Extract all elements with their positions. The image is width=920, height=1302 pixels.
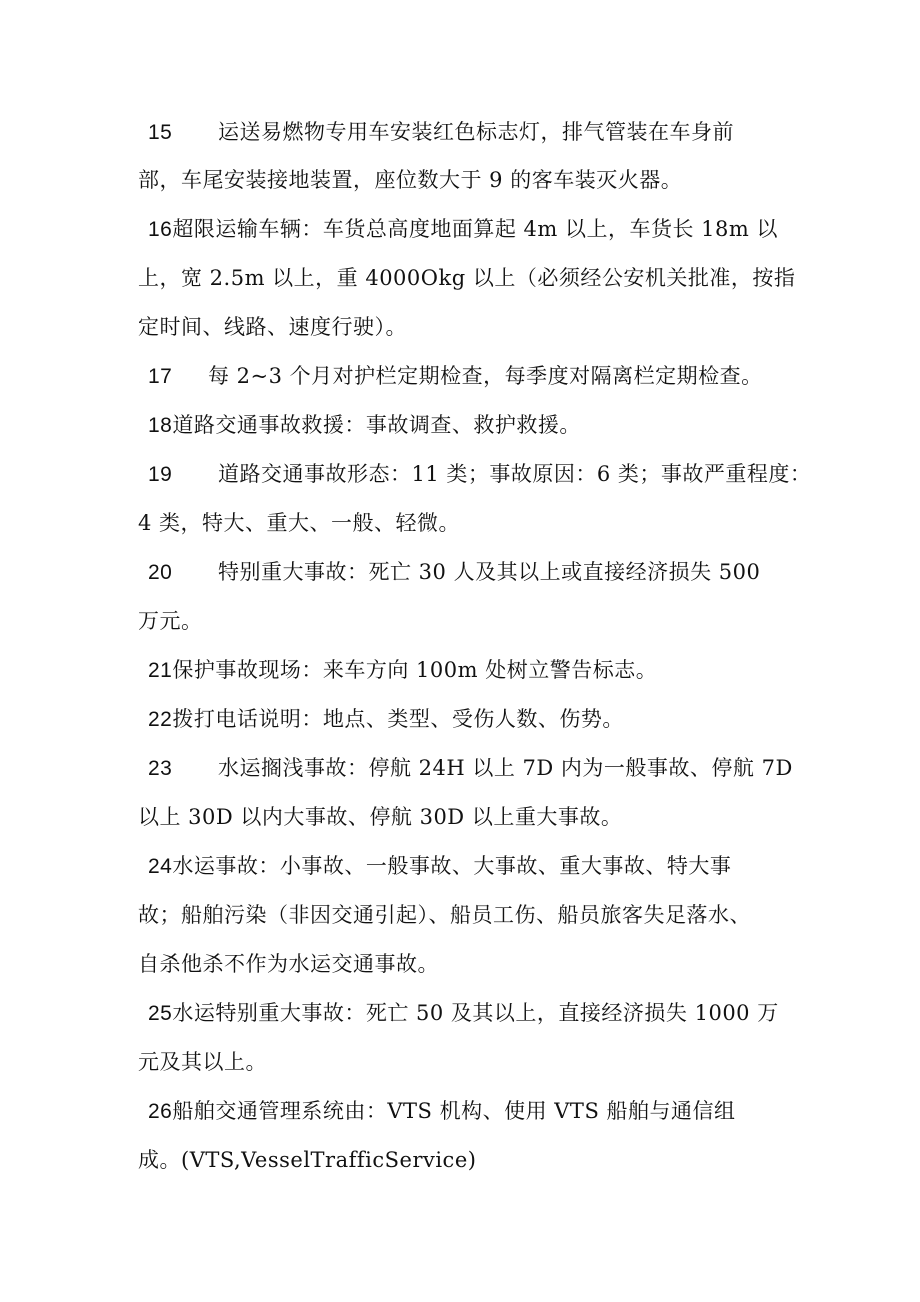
item-text: 道路交通事故救援：事故调查、救护救援。 — [172, 413, 581, 437]
item-25-line-2: 元及其以上。 — [138, 1050, 267, 1074]
item-16-line-1 — [148, 215, 778, 244]
item-text: 特别重大事故：死亡 30 人及其以上或直接经济损失 500 — [218, 560, 761, 584]
item-number: 26 — [148, 1100, 173, 1123]
item-text: 水运搁浅事故：停航 24H 以上 7D 内为一般事故、停航 7D — [218, 756, 793, 780]
item-26-line-2: 成。(VTS,VesselTrafficService) — [138, 1148, 477, 1172]
item-25-line-1 — [148, 999, 779, 1028]
item-19-line-2: 4 类，特大、重大、一般、轻微。 — [138, 511, 461, 535]
item-number: 21 — [148, 659, 173, 682]
item-24-line-3: 自杀他杀不作为水运交通事故。 — [138, 952, 439, 976]
item-number: 25 — [148, 1002, 173, 1025]
item-text: 道路交通事故形态：11 类；事故原因：6 类；事故严重程度： — [218, 462, 812, 486]
item-number: 24 — [148, 855, 173, 878]
item-text: 水运事故：小事故、一般事故、大事故、重大事故、特大事 — [172, 854, 732, 878]
item-text: 保护事故现场：来车方向 100m 处树立警告标志。 — [172, 658, 658, 682]
item-number: 20 — [148, 561, 173, 584]
item-text: 拨打电话说明：地点、类型、受伤人数、伤势。 — [172, 707, 624, 731]
item-16-line-2: 上，宽 2.5m 以上，重 4000Okg 以上（必须经公安机关批准，按指 — [138, 266, 796, 290]
item-26-line-1 — [148, 1097, 736, 1126]
item-24-line-2: 故；船舶污染（非因交通引起）、船员工伤、船员旅客失足落水、 — [138, 903, 751, 927]
item-number: 19 — [148, 463, 173, 486]
item-16-line-3: 定时间、线路、速度行驶）。 — [138, 315, 407, 339]
item-text: 每 2~3 个月对护栏定期检查，每季度对隔离栏定期检查。 — [208, 364, 763, 388]
item-number: 23 — [148, 757, 173, 780]
item-number: 18 — [148, 414, 173, 437]
item-23-line-2: 以上 30D 以内大事故、停航 30D 以上重大事故。 — [138, 805, 623, 829]
item-number: 17 — [148, 365, 173, 388]
item-text: 运送易燃物专用车安装红色标志灯，排气管装在车身前 — [218, 120, 734, 144]
item-number: 16 — [148, 218, 173, 241]
item-17-line-1 — [148, 362, 763, 391]
item-18-line-1 — [148, 411, 581, 440]
item-20-line-2: 万元。 — [138, 609, 203, 633]
item-19-line-1 — [148, 460, 811, 489]
item-15-line-2: 部，车尾安装接地装置，座位数大于 9 的客车装灭火器。 — [138, 168, 683, 192]
item-15-line-1 — [148, 118, 734, 147]
item-number: 22 — [148, 708, 173, 731]
item-24-line-1 — [148, 852, 731, 881]
item-number: 15 — [148, 121, 173, 144]
item-20-line-1 — [148, 558, 760, 587]
item-23-line-1 — [148, 754, 793, 783]
item-21-line-1 — [148, 656, 657, 685]
item-text: 超限运输车辆：车货总高度地面算起 4m 以上，车货长 18m 以 — [172, 217, 778, 241]
item-text: 船舶交通管理系统由：VTS 机构、使用 VTS 船舶与通信组 — [172, 1099, 736, 1123]
item-22-line-1 — [148, 705, 624, 734]
item-text: 水运特别重大事故：死亡 50 及其以上，直接经济损失 1000 万 — [172, 1001, 779, 1025]
